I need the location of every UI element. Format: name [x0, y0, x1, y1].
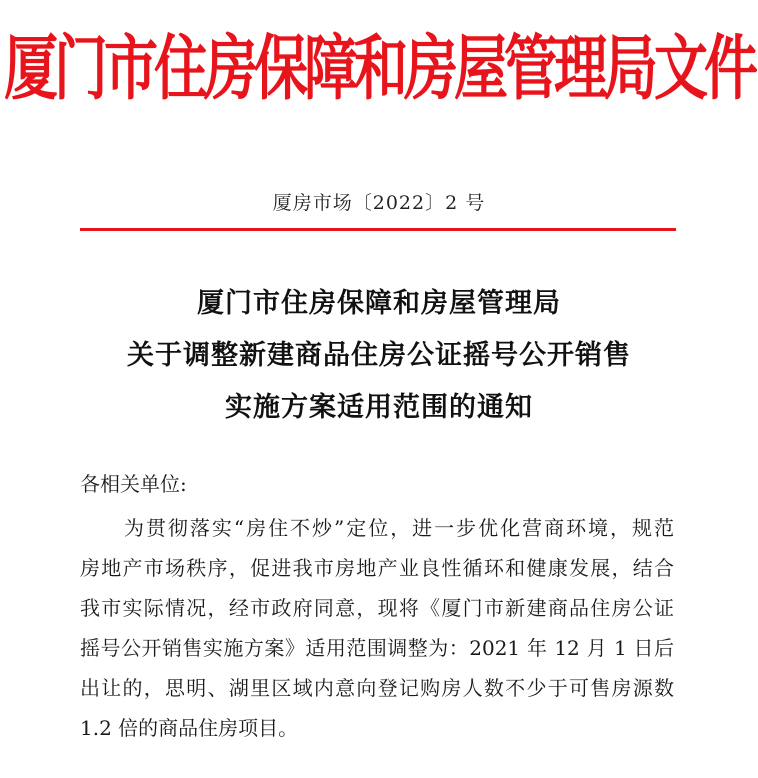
body-line: 房地产市场秩序，促进我市房地产业良性循环和健康发展，结合: [80, 556, 674, 580]
title-line: 关于调整新建商品住房公证摇号公开销售: [127, 340, 631, 371]
body-line: 出让的，思明、湖里区域内意向登记购房人数不少于可售房源数: [80, 676, 674, 700]
document-masthead: 厦门市住房保障和房屋管理局文件: [4, 27, 754, 110]
title-line: 厦门市住房保障和房屋管理局: [197, 288, 561, 319]
title-line: 实施方案适用范围的通知: [225, 392, 533, 423]
document-number: 厦房市场〔2022〕2 号: [272, 192, 486, 214]
body-line: 为贯彻落实“房住不炒”定位，进一步优化营商环境，规范: [80, 516, 674, 540]
body-line: 摇号公开销售实施方案》适用范围调整为：2021 年 12 月 1 日后: [80, 636, 674, 660]
document-title: [0, 278, 758, 434]
body-line: 我市实际情况，经市政府同意，现将《厦门市新建商品住房公证: [80, 596, 674, 620]
salutation: 各相关单位:: [80, 472, 187, 496]
red-divider-line: [80, 228, 676, 231]
body-line: 1.2 倍的商品住房项目。: [80, 716, 299, 740]
body-paragraph: [80, 508, 674, 748]
